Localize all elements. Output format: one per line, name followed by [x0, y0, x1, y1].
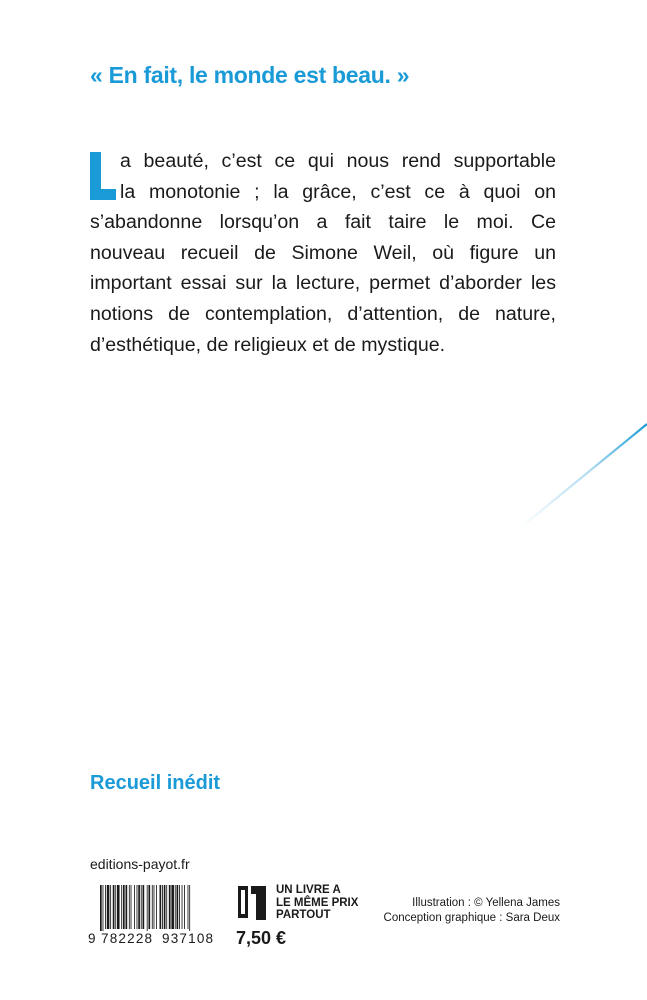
price-notice-line: PARTOUT	[276, 909, 331, 921]
price-logo-icon	[236, 884, 268, 922]
blurb-line: a beauté, c’est ce qui nous rend supportable	[120, 150, 556, 172]
collection-label: Recueil inédit	[90, 772, 221, 794]
isbn-group-2: 937108	[162, 931, 215, 946]
isbn-group-1: 782228	[101, 931, 154, 946]
illustration-credit: Illustration : © Yellena James	[412, 897, 560, 909]
blurb-line: d’esthétique, de religieux et de mystique.	[90, 333, 446, 356]
price-notice-line: LE MÊME PRIX	[276, 896, 359, 909]
single-price-notice	[276, 884, 358, 922]
isbn-lead-digit: 9	[88, 931, 96, 946]
publisher-website[interactable]: editions-payot.fr	[90, 856, 190, 872]
blurb-text	[90, 146, 556, 360]
blurb-line: important essai sur la lecture, permet d’aborder les	[90, 272, 556, 295]
isbn-barcode	[88, 885, 228, 953]
decorative-light-streak	[500, 410, 647, 540]
book-price: 7,50 €	[236, 928, 287, 948]
blurb-line: nouveau recueil de Simone Weil, où figure un	[90, 241, 556, 264]
barcode-icon	[88, 885, 228, 931]
back-cover-quote: « En fait, le monde est beau. »	[90, 62, 410, 88]
blurb-line: notions de contemplation, d’attention, de nature,	[90, 302, 556, 325]
cover-credits	[384, 896, 560, 926]
blurb-line: la monotonie ; la grâce, c’est ce à quoi on	[120, 180, 556, 203]
price-notice-line: UN LIVRE A	[276, 884, 341, 896]
design-credit: Conception graphique : Sara Deux	[383, 912, 560, 924]
blurb-line: s’abandonne lorsqu’on a fait taire le moi. Ce	[90, 211, 556, 234]
